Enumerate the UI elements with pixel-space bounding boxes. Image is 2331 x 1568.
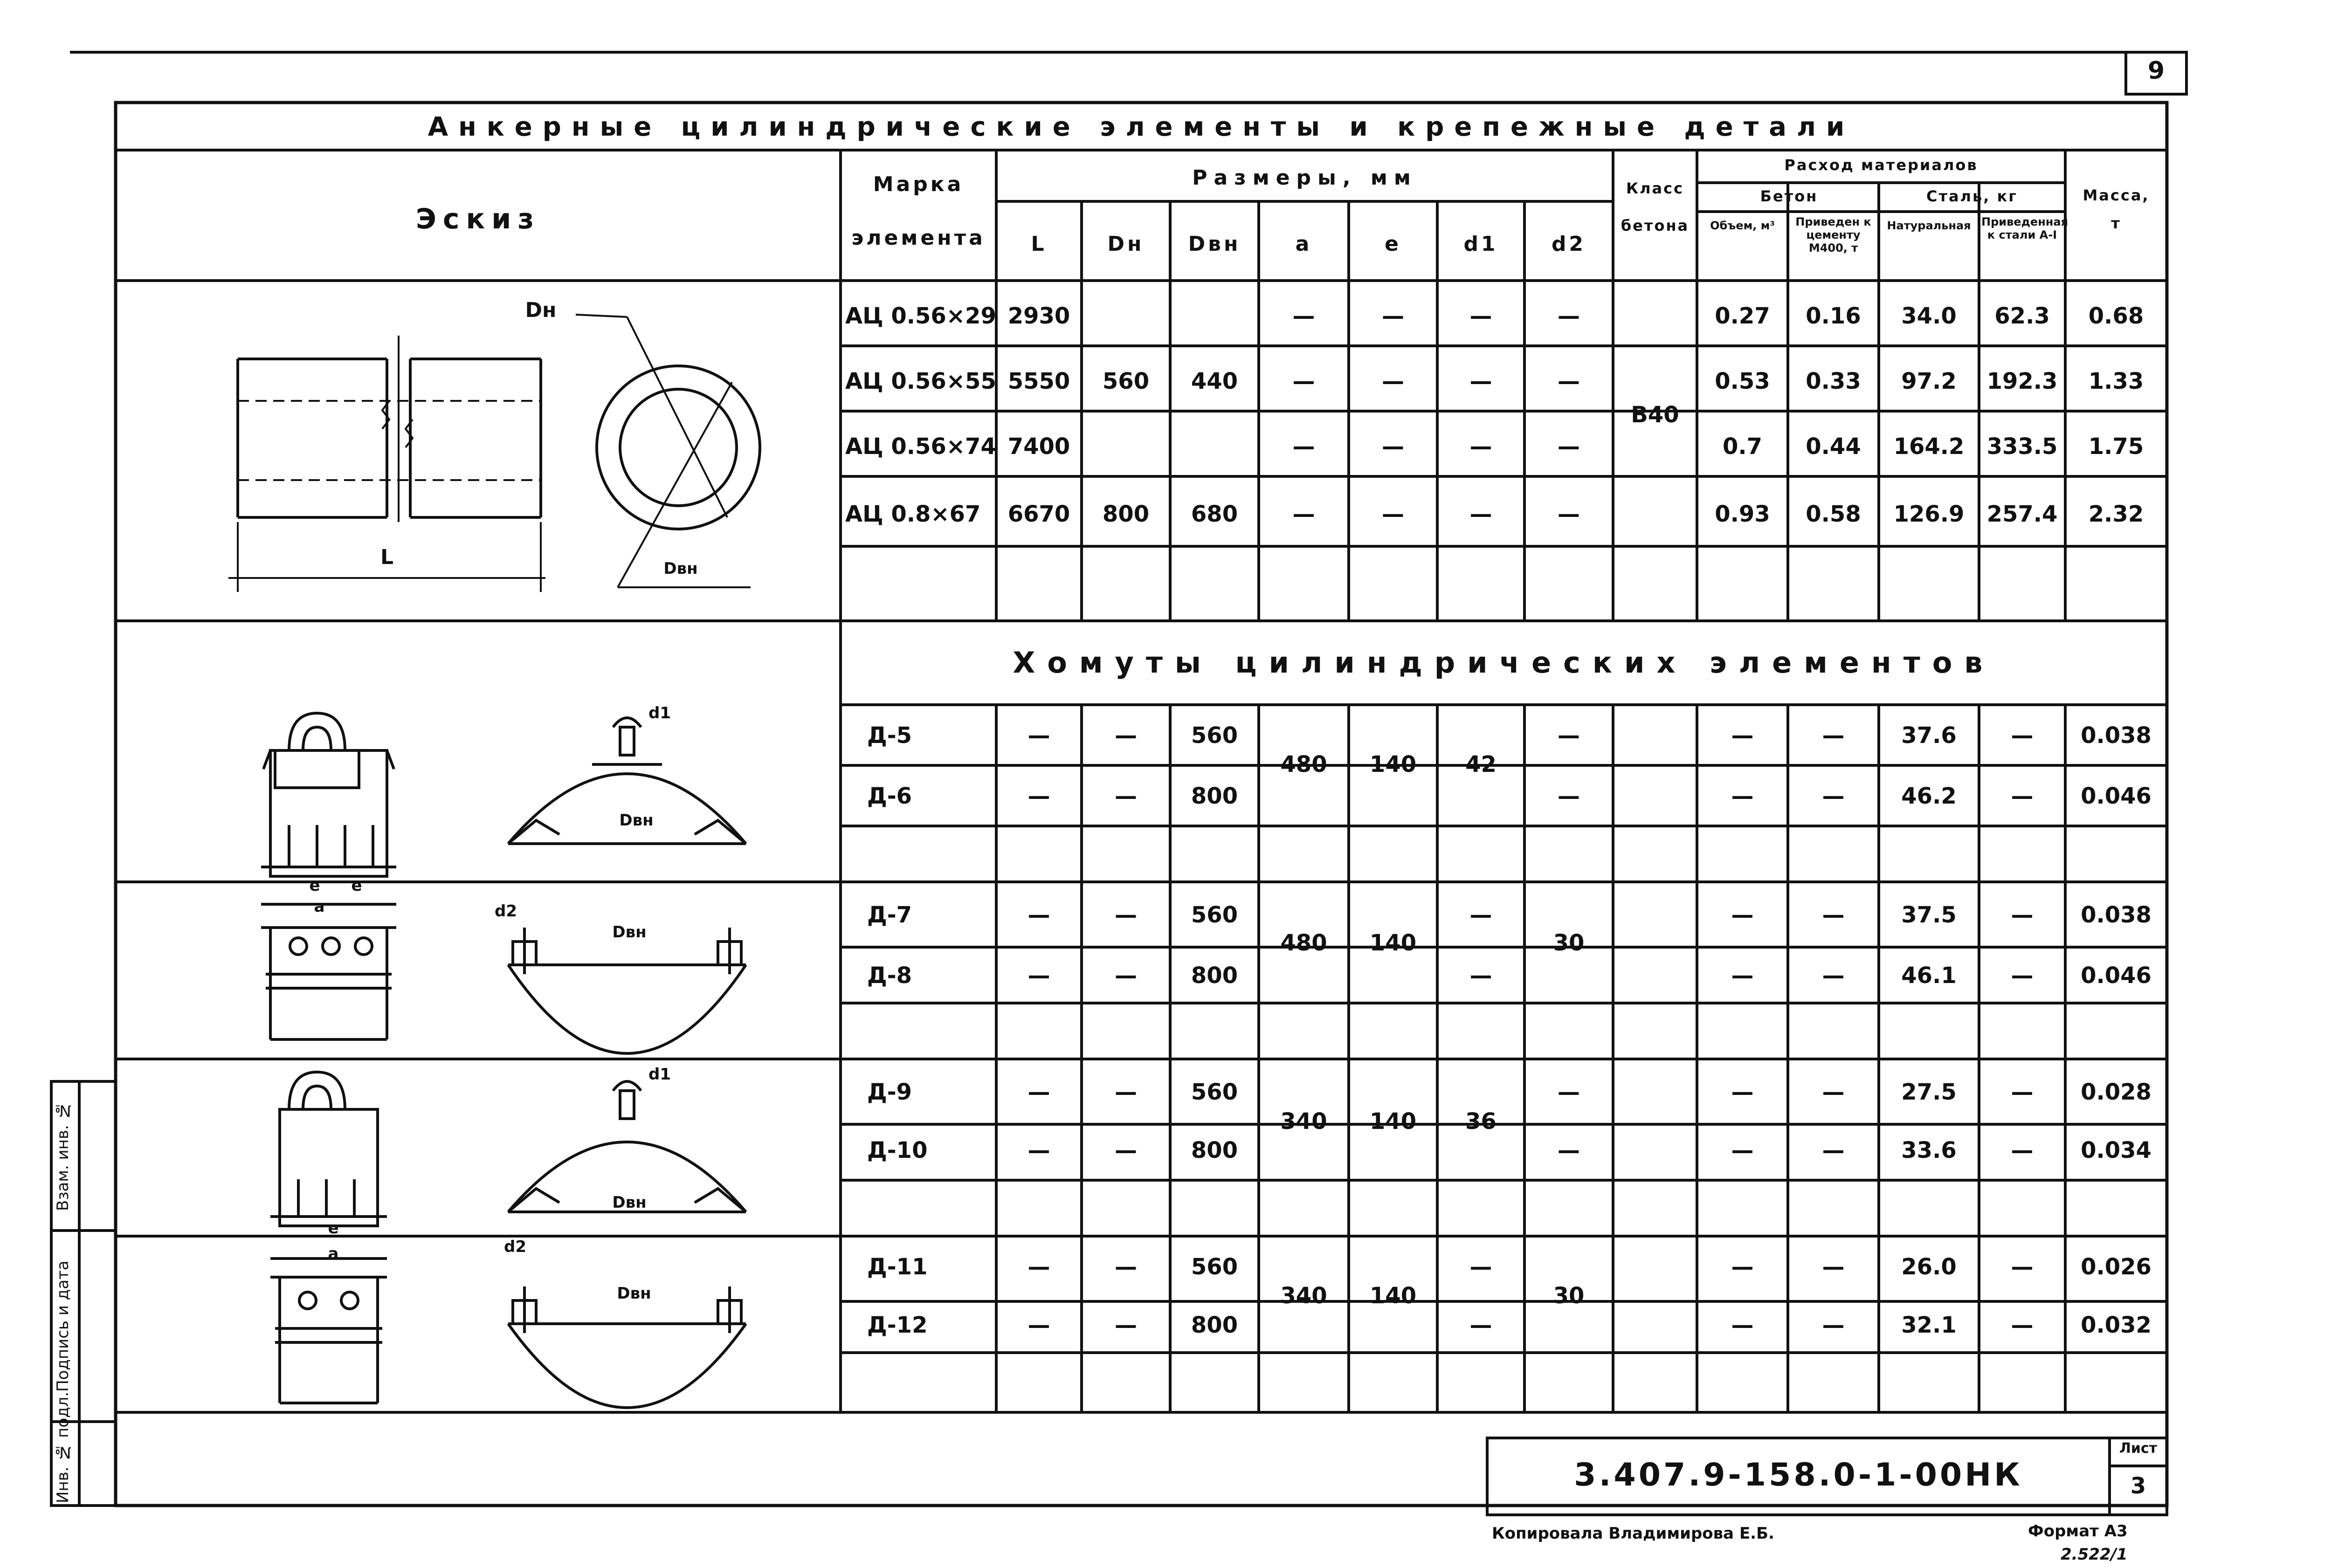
clamp-dash: —	[2011, 783, 2034, 809]
col-header-e: e	[1385, 232, 1401, 256]
anchor-natural-4: 126.9	[1893, 501, 1965, 527]
anchor-dash: —	[1292, 433, 1315, 460]
clamp-natural-d8: 46.1	[1901, 963, 1957, 989]
clamp-mass-d12: 0.032	[2081, 1312, 2152, 1338]
anchor-volume-1: 0.27	[1715, 303, 1770, 329]
clamp-d2-d9: —	[1558, 1079, 1580, 1105]
clamp-natural-d6: 46.2	[1901, 783, 1957, 809]
volume-header: Объем, м³	[1710, 219, 1775, 232]
clamp-d2-g4: 30	[1553, 1283, 1585, 1309]
anchor-dash: —	[1558, 303, 1580, 329]
clamp-dvn-d12: 800	[1191, 1312, 1238, 1338]
clamp-a-g4: 340	[1280, 1283, 1327, 1309]
clamp-mass-d11: 0.026	[2081, 1254, 2152, 1280]
clamp-dash: —	[1731, 963, 1754, 989]
clamp-dash: —	[1822, 1254, 1845, 1280]
sketch-label-dn: Dн	[525, 298, 557, 322]
anchor-dn-08: 800	[1102, 501, 1150, 527]
anchor-element-sketch	[228, 315, 760, 592]
sketch-label-dvn-b: Dвн	[612, 923, 647, 942]
anchor-dash: —	[1558, 433, 1580, 460]
sketch-label-d2-a: d2	[495, 902, 517, 921]
anchor-dn-056: 560	[1102, 368, 1150, 394]
sketch-label-dvn-a: Dвн	[619, 811, 654, 830]
side-stamp-inv: Инв. № подл.	[54, 1391, 72, 1503]
anchor-dash: —	[1469, 368, 1492, 394]
anchor-natural-1: 34.0	[1901, 303, 1957, 329]
clamp-dash: —	[1822, 902, 1845, 928]
clamp-d1-d11: —	[1469, 1254, 1492, 1280]
anchor-L-2: 5550	[1007, 368, 1070, 394]
clamp-e-g2: 140	[1369, 930, 1417, 956]
natural-steel-header: Натуральная	[1887, 219, 1971, 232]
clamp-dash: —	[1028, 963, 1050, 989]
col-header-d1: d1	[1463, 232, 1498, 256]
archive-number: 2.522/1	[2061, 1545, 2128, 1564]
col-header-dn: Dн	[1107, 232, 1145, 256]
clamp-dash: —	[2011, 902, 2034, 928]
clamp-dash: —	[1028, 1137, 1050, 1163]
clamp-e-g1: 140	[1369, 751, 1417, 777]
anchor-reduced-1: 62.3	[1994, 303, 2050, 329]
clamp-mark-d5: Д-5	[867, 722, 912, 749]
clamp-d1-d12: —	[1469, 1312, 1492, 1338]
clamp-dash: —	[1731, 722, 1754, 749]
sheet-number: 3	[2130, 1473, 2146, 1499]
anchor-dash: —	[1292, 368, 1315, 394]
anchor-natural-3: 164.2	[1893, 433, 1965, 460]
clamp-a-g3: 340	[1280, 1108, 1327, 1135]
anchor-mark-2: АЦ 0.56×55	[845, 368, 996, 394]
clamp-natural-d12: 32.1	[1901, 1312, 1957, 1338]
concrete-header: Бетон	[1760, 187, 1818, 205]
copied-by: Копировала Владимирова Е.Б.	[1492, 1524, 1774, 1543]
clamp-dash: —	[1115, 1137, 1137, 1163]
anchor-cement-3: 0.44	[1806, 433, 1861, 460]
sketch-label-L: L	[380, 545, 394, 569]
clamp-dash: —	[1731, 1312, 1754, 1338]
clamp-dvn-d7: 560	[1191, 902, 1238, 928]
sketch-label-dvn: Dвн	[663, 559, 698, 578]
clamp-a-g2: 480	[1280, 930, 1327, 956]
clamp-dvn-d6: 800	[1191, 783, 1238, 809]
clamp-dash: —	[1028, 1312, 1050, 1338]
clamp-dash: —	[1731, 783, 1754, 809]
anchor-L-4: 6670	[1007, 501, 1070, 527]
sketch-label-e-a: e	[309, 876, 320, 895]
anchor-mass-3: 1.75	[2088, 433, 2144, 460]
clamp-natural-d5: 37.6	[1901, 722, 1957, 749]
col-header-dvn: Dвн	[1188, 232, 1241, 256]
clamp-dash: —	[1028, 1079, 1050, 1105]
anchor-dash: —	[1382, 368, 1404, 394]
anchor-L-3: 7400	[1007, 433, 1070, 460]
reduced-cement-header: Приведен к цементу М400, т	[1795, 215, 1871, 254]
clamp-d1-g3: 36	[1465, 1108, 1497, 1135]
clamp-a-g1: 480	[1280, 751, 1327, 777]
anchor-cement-2: 0.33	[1806, 368, 1861, 394]
sketch-label-a-a: a	[314, 897, 325, 916]
clamp-dash: —	[2011, 722, 2034, 749]
sketch-label-dvn-c: Dвн	[612, 1193, 647, 1212]
col-header-d2: d2	[1551, 232, 1586, 256]
clamp-natural-d7: 37.5	[1901, 902, 1957, 928]
clamp-dash: —	[1115, 963, 1137, 989]
clamp-dash: —	[1822, 722, 1845, 749]
clamp-mass-d5: 0.038	[2081, 722, 2152, 749]
anchor-volume-2: 0.53	[1715, 368, 1770, 394]
side-stamp-signature: Подпись и дата	[54, 1260, 72, 1392]
anchor-dash: —	[1382, 433, 1404, 460]
anchor-mark-3: АЦ 0.56×74	[845, 433, 996, 460]
clamp-dvn-d5: 560	[1191, 722, 1238, 749]
clamp-sketch-d11-d12	[270, 1259, 746, 1408]
anchor-reduced-2: 192.3	[1986, 368, 2058, 394]
anchor-dash: —	[1382, 501, 1404, 527]
clamp-dvn-d10: 800	[1191, 1137, 1238, 1163]
clamp-dash: —	[2011, 1254, 2034, 1280]
page-number: 9	[2147, 57, 2165, 85]
class-header-line1: Класс	[1626, 179, 1684, 197]
clamp-e-g3: 140	[1369, 1108, 1417, 1135]
clamp-dash: —	[1822, 1137, 1845, 1163]
document-code: 3.407.9-158.0-1-00НК	[1574, 1457, 2023, 1493]
format-label: Формат А3	[2028, 1522, 2128, 1540]
clamp-d1-g1: 42	[1465, 751, 1497, 777]
clamp-dvn-d9: 560	[1191, 1079, 1238, 1105]
clamp-dash: —	[2011, 963, 2034, 989]
anchor-cement-1: 0.16	[1806, 303, 1861, 329]
clamps-section-title: Хомуты цилиндрических элементов	[1013, 646, 1995, 680]
mass-header-line1: Масса,	[2083, 186, 2150, 204]
anchor-volume-4: 0.93	[1715, 501, 1770, 527]
sketch-label-dvn-d: Dвн	[617, 1284, 651, 1303]
clamp-sketch-d5-d6	[261, 713, 746, 876]
anchor-dash: —	[1292, 303, 1315, 329]
anchor-natural-2: 97.2	[1901, 368, 1957, 394]
sketch-header: Эскиз	[415, 203, 541, 235]
mark-header-line1: Марка	[873, 172, 964, 196]
anchor-reduced-3: 333.5	[1986, 433, 2058, 460]
anchor-concrete-class: В40	[1631, 402, 1679, 428]
clamp-dash: —	[1731, 902, 1754, 928]
clamp-dash: —	[1028, 1254, 1050, 1280]
anchor-dash: —	[1469, 303, 1492, 329]
anchor-dash: —	[1469, 501, 1492, 527]
clamp-sketch-d7-d8	[261, 904, 746, 1053]
sketch-label-e-c: e	[328, 1219, 339, 1238]
clamp-dash: —	[1731, 1079, 1754, 1105]
clamp-dvn-d8: 800	[1191, 963, 1238, 989]
anchor-dvn-056: 440	[1191, 368, 1238, 394]
anchor-mass-1: 0.68	[2088, 303, 2144, 329]
clamp-d2-d5: —	[1558, 722, 1580, 749]
col-header-L: L	[1031, 232, 1047, 256]
anchor-dash: —	[1558, 501, 1580, 527]
clamp-natural-d9: 27.5	[1901, 1079, 1957, 1105]
clamp-mark-d11: Д-11	[867, 1254, 928, 1280]
mark-header-line2: элемента	[851, 226, 986, 250]
anchor-dash: —	[1292, 501, 1315, 527]
clamp-dash: —	[1115, 722, 1137, 749]
steel-header: Сталь, кг	[1926, 187, 2018, 205]
clamp-d2-d6: —	[1558, 783, 1580, 809]
col-header-a: a	[1295, 232, 1312, 256]
anchor-dash: —	[1558, 368, 1580, 394]
side-stamp-replace: Взам. инв. №	[54, 1101, 72, 1211]
sketch-label-a-b: a	[328, 1245, 339, 1263]
clamp-mass-d7: 0.038	[2081, 902, 2152, 928]
clamp-dash: —	[2011, 1137, 2034, 1163]
clamp-dash: —	[1028, 902, 1050, 928]
reduced-steel-header: Приведенная к стали А-I	[1981, 215, 2068, 241]
clamp-dash: —	[1822, 783, 1845, 809]
clamp-dash: —	[1028, 783, 1050, 809]
clamp-dash: —	[1115, 1312, 1137, 1338]
clamp-mark-d8: Д-8	[867, 963, 912, 989]
clamp-dash: —	[1028, 722, 1050, 749]
anchor-mass-2: 1.33	[2088, 368, 2144, 394]
anchor-mass-4: 2.32	[2088, 501, 2144, 527]
clamp-e-g4: 140	[1369, 1283, 1417, 1309]
anchor-mark-1: АЦ 0.56×29	[845, 303, 996, 329]
clamp-dash: —	[1731, 1137, 1754, 1163]
anchor-dash: —	[1382, 303, 1404, 329]
sheet-label: Лист	[2119, 1440, 2158, 1457]
clamp-dash: —	[1115, 783, 1137, 809]
clamp-dash: —	[2011, 1312, 2034, 1338]
clamp-dash: —	[1115, 1079, 1137, 1105]
clamp-mass-d9: 0.028	[2081, 1079, 2152, 1105]
clamp-dash: —	[2011, 1079, 2034, 1105]
anchor-volume-3: 0.7	[1722, 433, 1763, 460]
clamp-mark-d10: Д-10	[867, 1137, 928, 1163]
anchor-dvn-08: 680	[1191, 501, 1238, 527]
clamp-natural-d10: 33.6	[1901, 1137, 1957, 1163]
clamp-mass-d10: 0.034	[2081, 1137, 2152, 1163]
clamp-d2-g2: 30	[1553, 930, 1585, 956]
dimensions-header: Размеры, мм	[1192, 166, 1417, 190]
clamp-dash: —	[1822, 1079, 1845, 1105]
clamp-dash: —	[1115, 1254, 1137, 1280]
sketch-label-d1-b: d1	[648, 1065, 671, 1084]
clamp-mark-d7: Д-7	[867, 902, 912, 928]
mass-header-line2: т	[2111, 214, 2121, 232]
clamp-mark-d12: Д-12	[867, 1312, 928, 1338]
clamp-d1-d7: —	[1469, 902, 1492, 928]
clamp-mark-d6: Д-6	[867, 783, 912, 809]
page-title: Анкерные цилиндрические элементы и крепежные детали	[428, 112, 1855, 142]
clamp-dash: —	[1731, 1254, 1754, 1280]
clamp-natural-d11: 26.0	[1901, 1254, 1957, 1280]
sketch-label-e-b: e	[351, 876, 362, 895]
anchor-L-1: 2930	[1007, 303, 1070, 329]
clamp-dash: —	[1822, 963, 1845, 989]
clamp-dash: —	[1115, 902, 1137, 928]
clamp-mass-d8: 0.046	[2081, 963, 2152, 989]
anchor-cement-4: 0.58	[1806, 501, 1861, 527]
anchor-dash: —	[1469, 433, 1492, 460]
clamp-sketch-d9-d10	[270, 1072, 746, 1226]
materials-header: Расход материалов	[1784, 156, 1978, 174]
anchor-mark-4: АЦ 0.8×67	[845, 501, 981, 527]
class-header-line2: бетона	[1621, 217, 1690, 234]
sketch-label-d1-a: d1	[648, 704, 671, 722]
clamp-dash: —	[1822, 1312, 1845, 1338]
clamp-dvn-d11: 560	[1191, 1254, 1238, 1280]
clamp-d2-d10: —	[1558, 1137, 1580, 1163]
sketch-label-d2-b: d2	[504, 1238, 526, 1256]
anchor-reduced-4: 257.4	[1986, 501, 2058, 527]
clamp-mass-d6: 0.046	[2081, 783, 2152, 809]
clamp-mark-d9: Д-9	[867, 1079, 912, 1105]
clamp-d1-d8: —	[1469, 963, 1492, 989]
